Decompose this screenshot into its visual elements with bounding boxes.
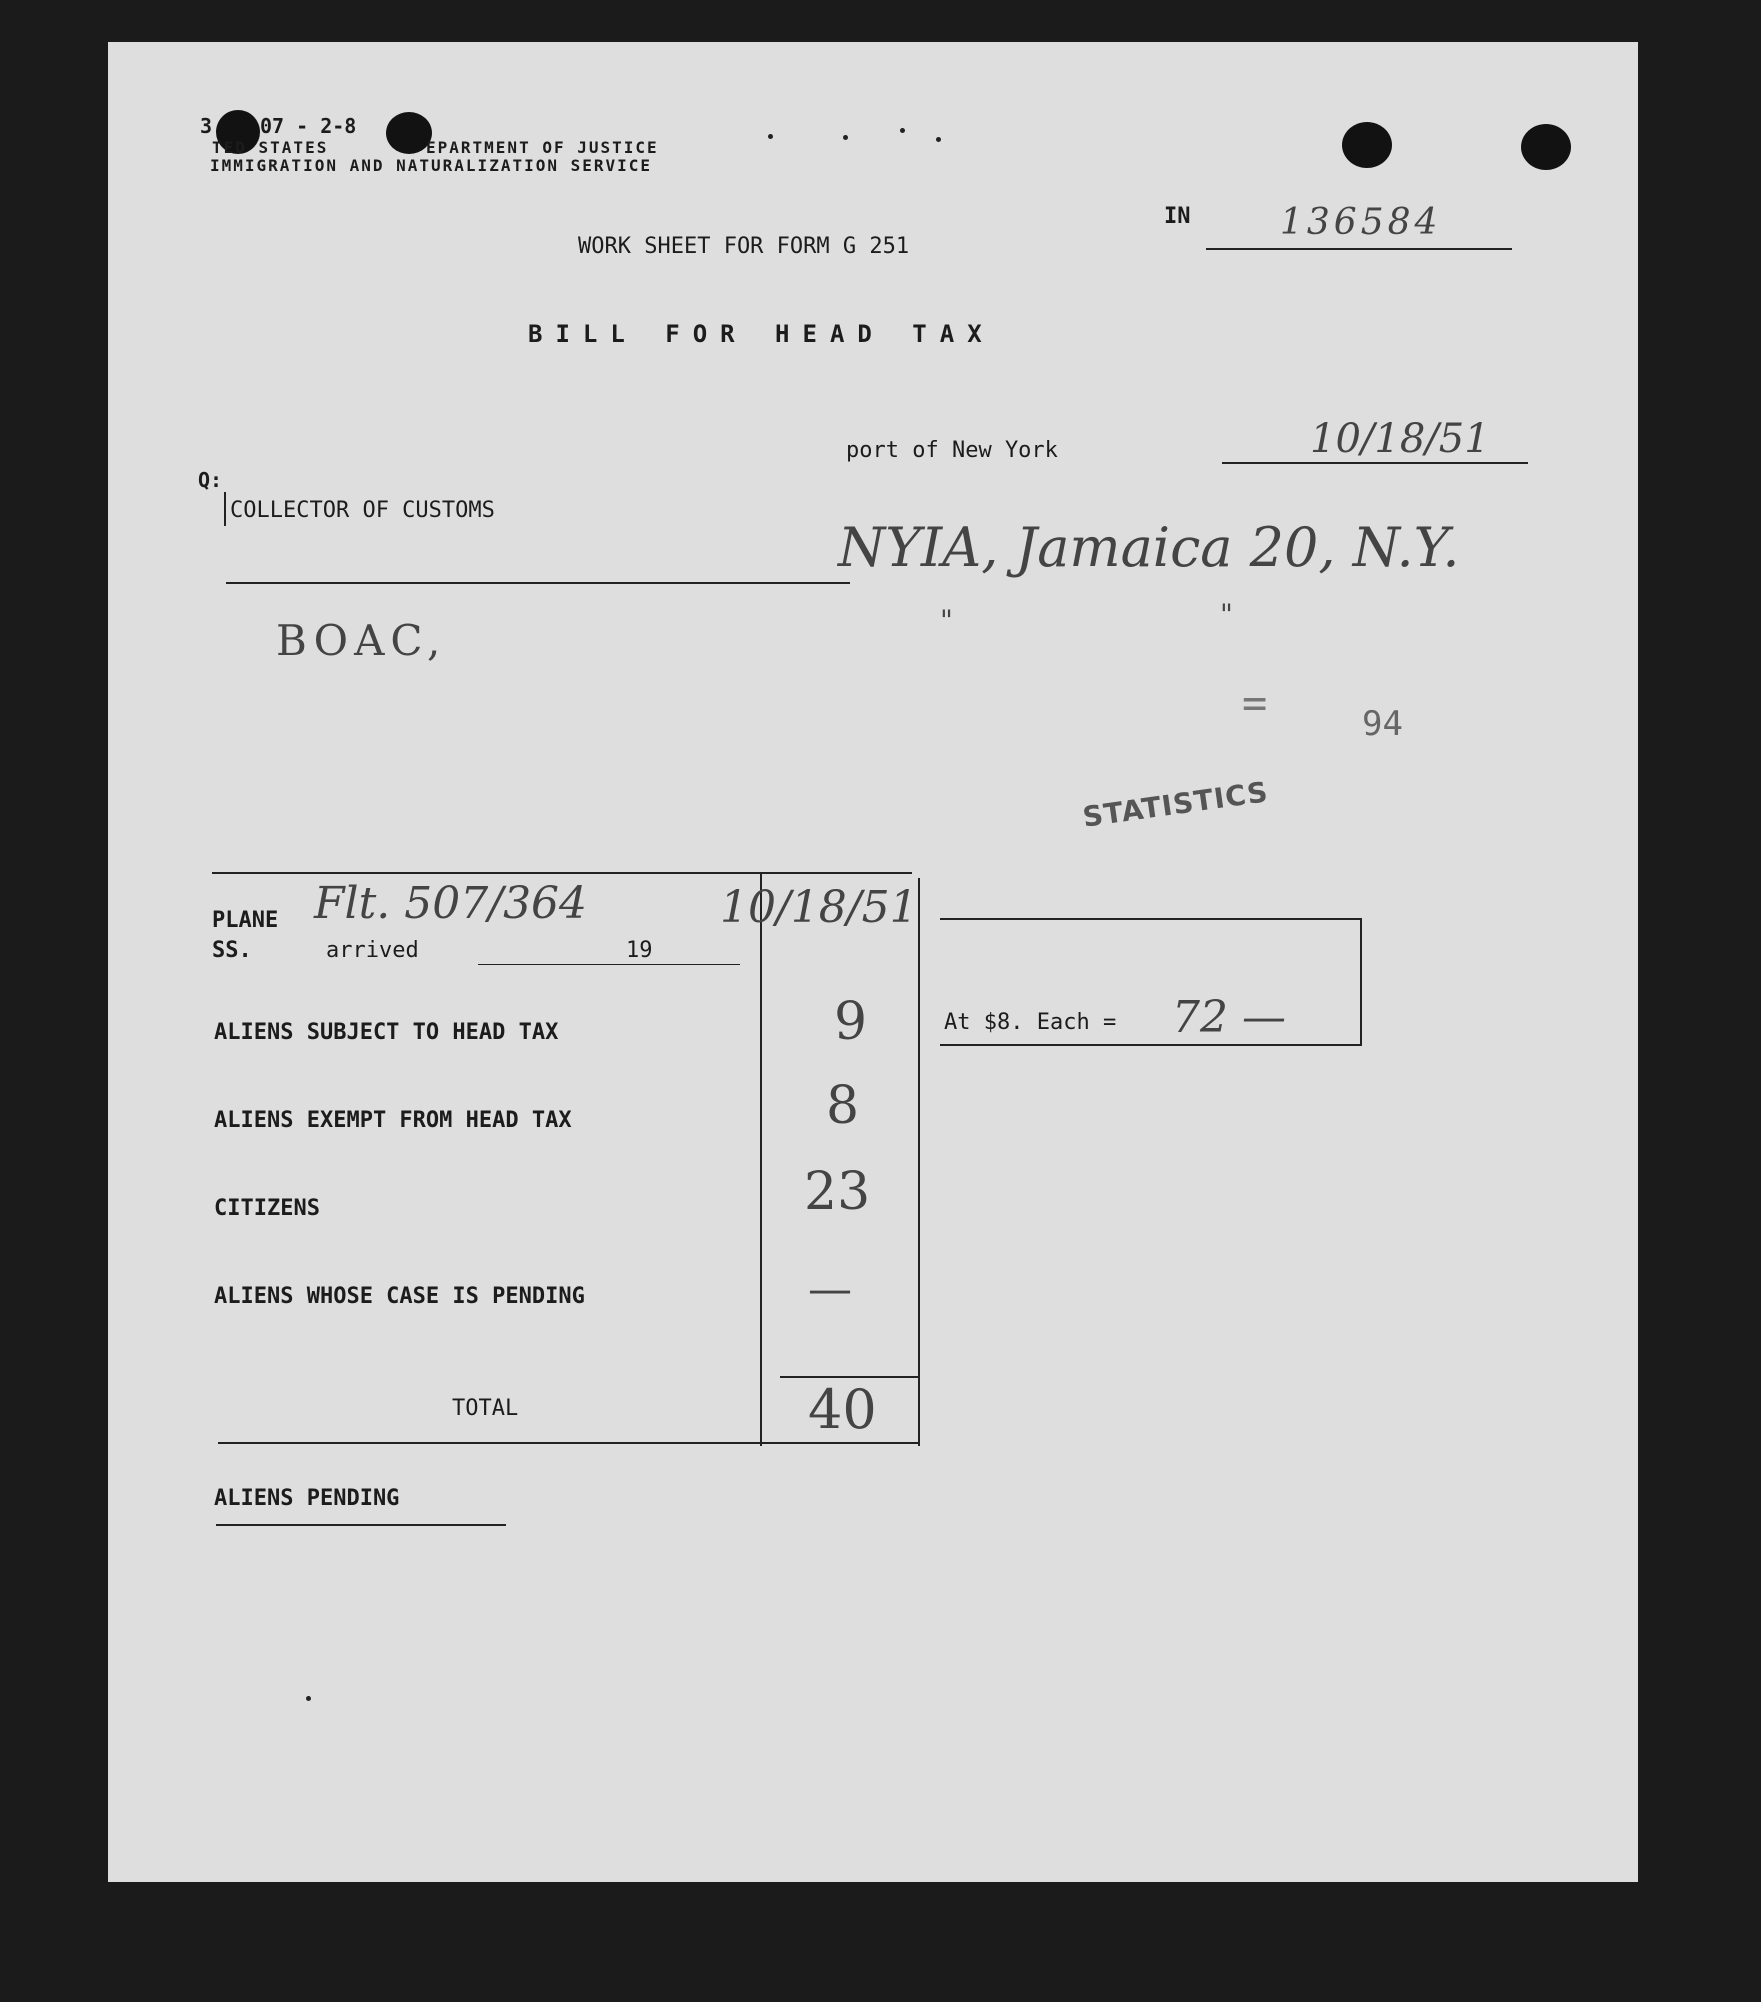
- date-underline: [1222, 462, 1528, 464]
- row-label-citizens: CITIZENS: [214, 1196, 320, 1221]
- agency-line-2: IMMIGRATION AND NATURALIZATION SERVICE: [210, 156, 653, 175]
- table-value-col-right: [918, 878, 920, 1446]
- punch-hole: [1521, 124, 1571, 170]
- in-label: IN: [1164, 204, 1191, 229]
- aliens-pending-underline: [216, 1524, 506, 1526]
- tax-box-top: [940, 918, 1362, 920]
- code-number: 94: [1362, 704, 1403, 744]
- agency-line-1a: TED STATES: [212, 138, 329, 157]
- total-value: 40: [808, 1378, 877, 1441]
- collector-underline: [226, 582, 850, 584]
- ss-label: SS.: [212, 938, 252, 963]
- row-label-pending: ALIENS WHOSE CASE IS PENDING: [214, 1284, 585, 1309]
- speck: [843, 135, 848, 140]
- ditto-mark-1: ": [940, 604, 953, 637]
- form-code-b: 07 - 2-8: [260, 114, 357, 138]
- port-label: port of New York: [846, 438, 1058, 463]
- speck: [936, 137, 941, 142]
- row-value-citizens: 23: [804, 1162, 871, 1222]
- form-subtitle: BILL FOR HEAD TAX: [528, 320, 995, 348]
- aliens-pending-label: ALIENS PENDING: [214, 1486, 400, 1511]
- table-top-rule: [212, 872, 912, 874]
- collector-bracket: [224, 492, 226, 526]
- row-value-pending: —: [808, 1264, 852, 1315]
- report-date: 10/18/51: [1310, 416, 1490, 462]
- table-value-col-left: [760, 872, 762, 1446]
- punch-hole: [1342, 122, 1392, 168]
- carrier-handwritten: BOAC,: [276, 616, 447, 665]
- in-number-underline: [1206, 248, 1512, 250]
- year-prefix: 19: [626, 938, 653, 963]
- in-number: 136584: [1280, 202, 1442, 243]
- speck: [306, 1696, 311, 1701]
- tax-box-right: [1360, 918, 1362, 1046]
- row-label-subject: ALIENS SUBJECT TO HEAD TAX: [214, 1020, 559, 1045]
- form-code: 3: [200, 114, 213, 138]
- tax-amount: 72 —: [1172, 992, 1286, 1043]
- row-value-exempt: 8: [826, 1076, 860, 1136]
- ditto-mark-2: ": [1220, 598, 1233, 631]
- tax-rate-label: At $8. Each =: [944, 1010, 1117, 1035]
- row-value-subject: 9: [834, 992, 868, 1052]
- total-label: TOTAL: [452, 1396, 519, 1421]
- form-title: WORK SHEET FOR FORM G 251: [578, 234, 910, 259]
- row-label-exempt: ALIENS EXEMPT FROM HEAD TAX: [214, 1108, 572, 1133]
- tax-box-bottom: [940, 1044, 1362, 1046]
- arrival-date-handwritten: 10/18/51: [720, 882, 918, 933]
- flight-handwritten: Flt. 507/364: [314, 878, 588, 929]
- document-page: [108, 42, 1638, 1882]
- plane-label: PLANE: [212, 908, 279, 933]
- table-bottom-rule: [218, 1442, 920, 1444]
- speck: [768, 134, 773, 139]
- agency-line-1b: EPARTMENT OF JUSTICE: [426, 138, 659, 157]
- arrived-underline: [478, 964, 740, 965]
- speck: [900, 128, 905, 133]
- to-label: Q:: [198, 468, 223, 492]
- statistics-stamp: STATISTICS: [1080, 775, 1271, 834]
- code-equals: =: [1242, 678, 1268, 727]
- collector-label: COLLECTOR OF CUSTOMS: [230, 498, 495, 523]
- location-handwritten: NYIA, Jamaica 20, N.Y.: [838, 516, 1460, 579]
- arrived-label: arrived: [326, 938, 419, 963]
